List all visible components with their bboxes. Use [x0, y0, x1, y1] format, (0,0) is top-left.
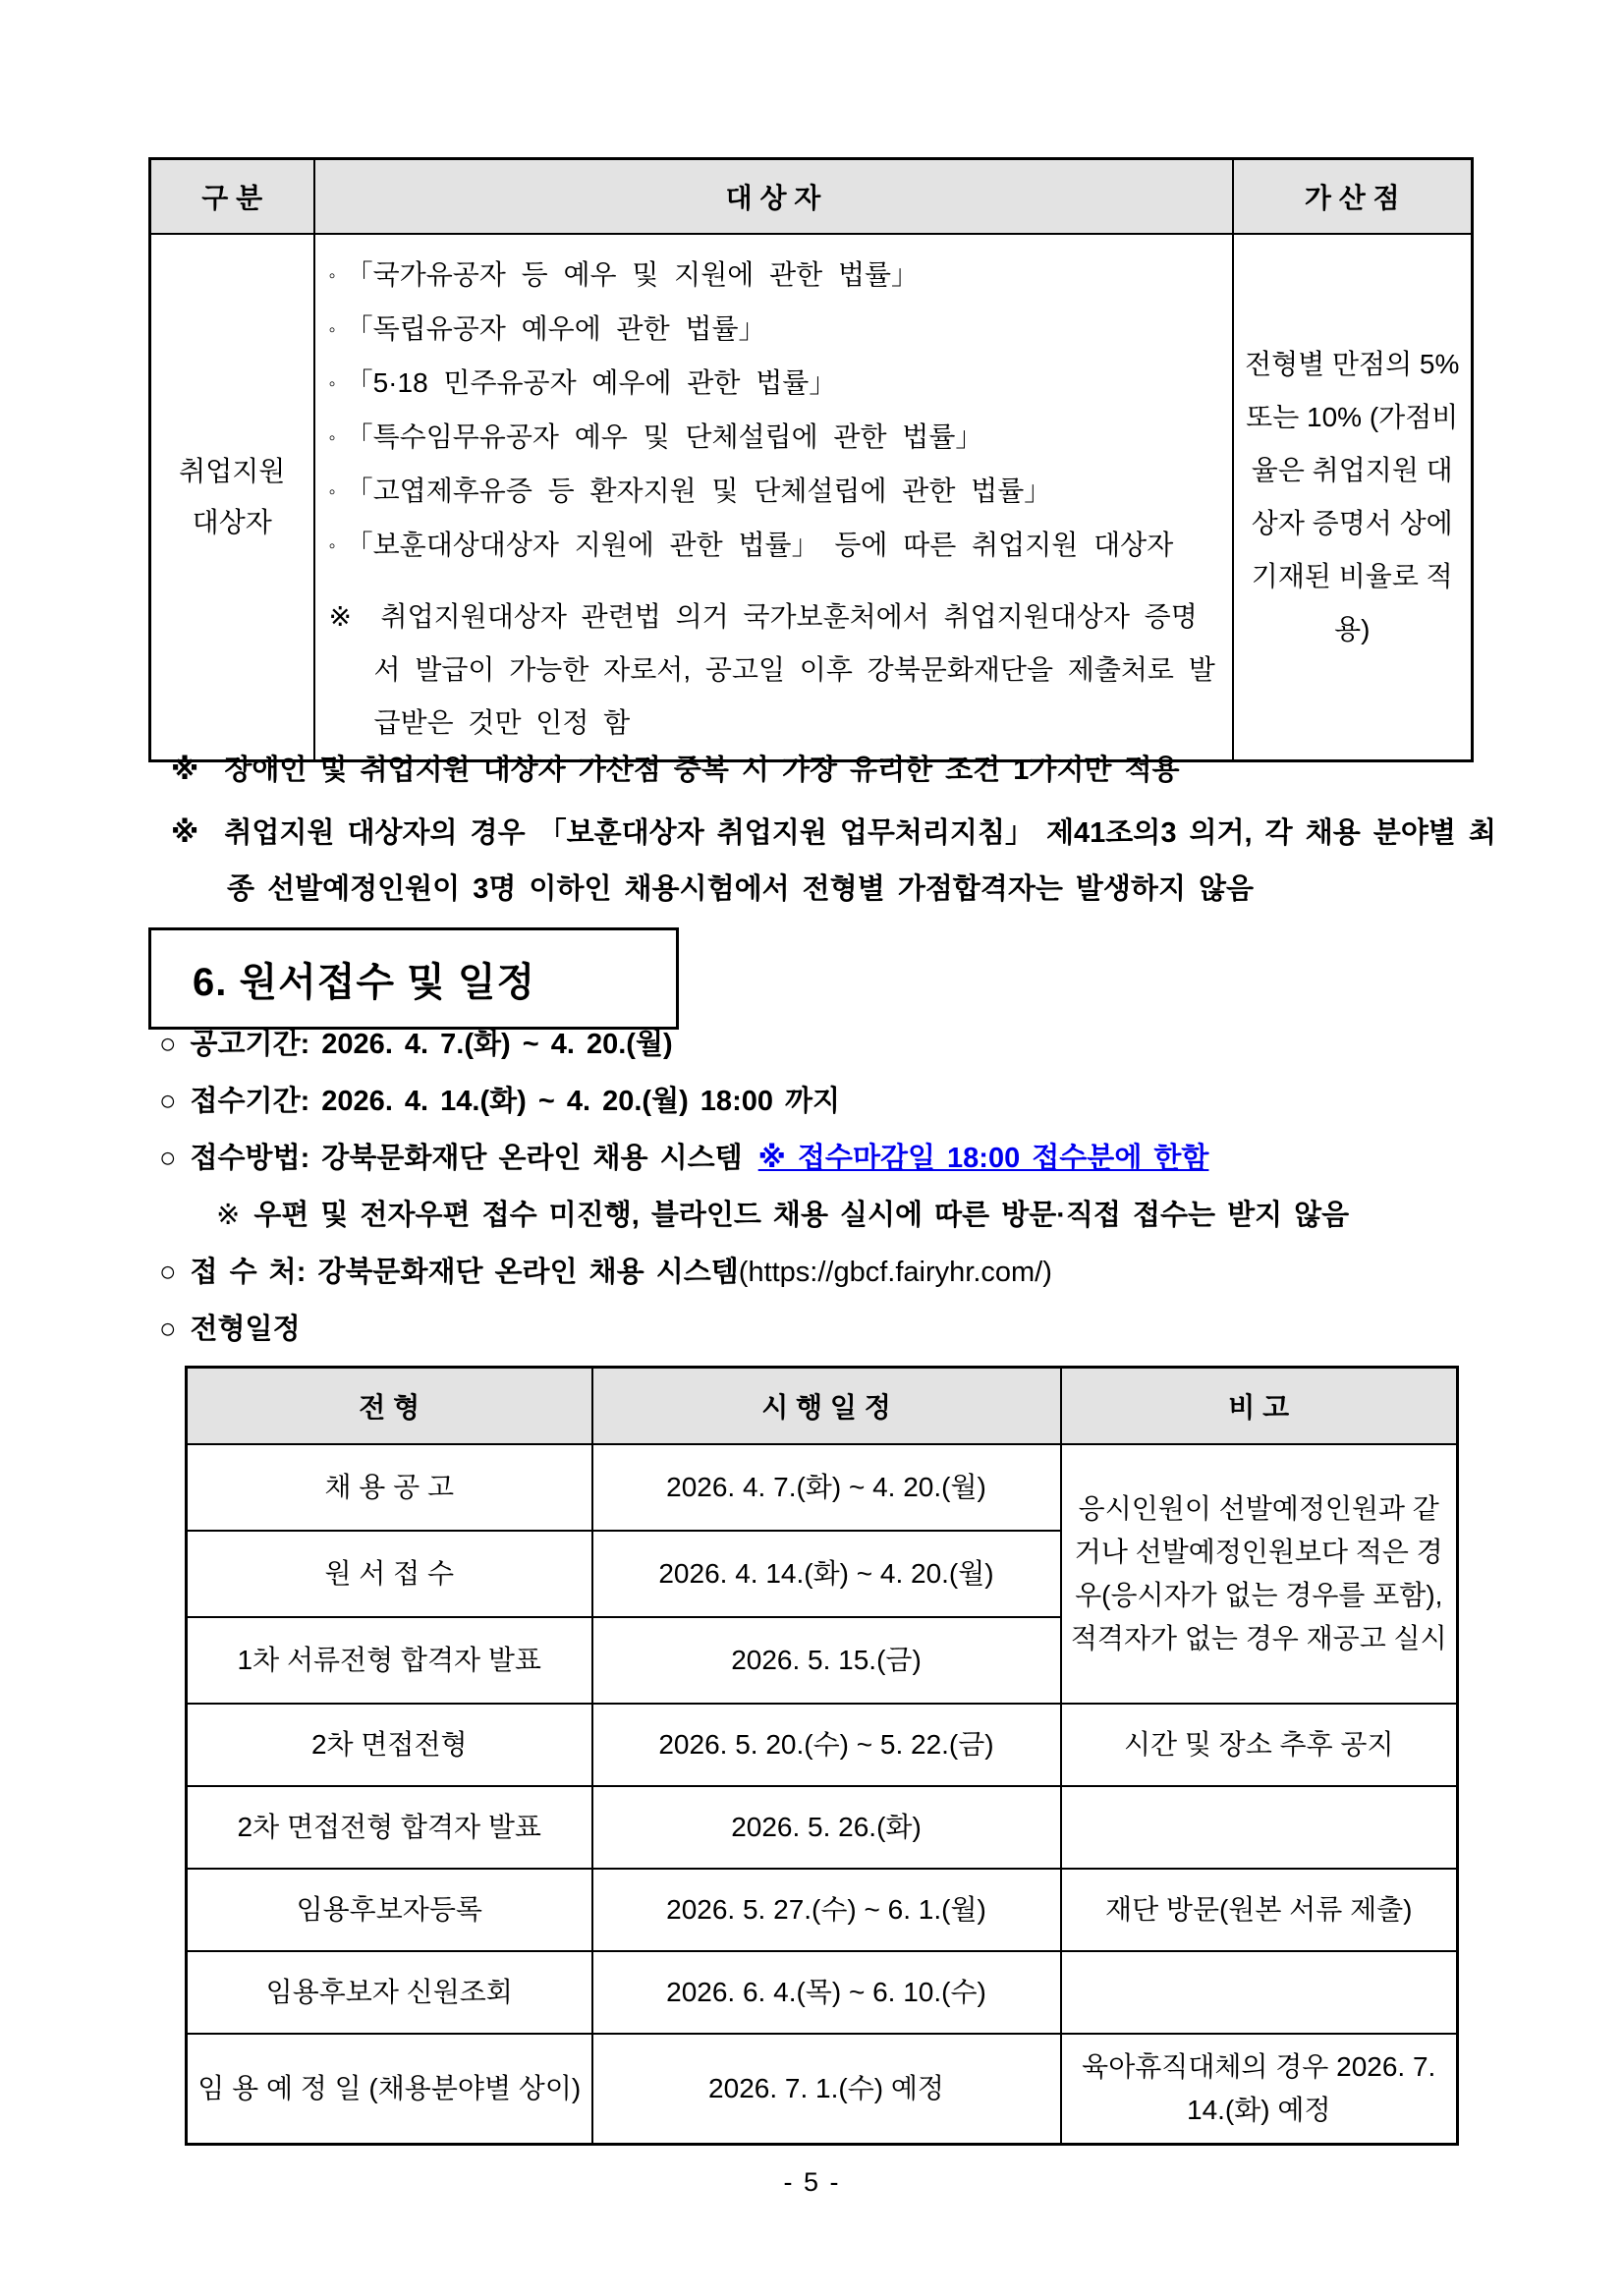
law-item: [329, 519, 1222, 573]
law-text: 「독립유공자 예우에 관한 법률」: [345, 313, 766, 344]
law-text: 「국가유공자 등 예우 및 지원에 관한 법률」: [345, 259, 920, 290]
schedule-remark-cell: [1061, 1951, 1458, 2034]
schedule-date-cell: 2026. 5. 26.(화): [592, 1786, 1061, 1869]
eligibility-bonus-cell: 전형별 만점의 5% 또는 10% (가점비율은 취업지원 대상자 증명서 상에 기재된 비율로 적용): [1233, 234, 1473, 761]
application-list: [159, 1016, 1535, 1358]
list-item-apply-method: [159, 1130, 1535, 1187]
law-text: 「고엽제후유증 등 환자지원 및 단체설립에 관한 법률」: [345, 476, 1052, 506]
schedule-header-stage: 전 형: [187, 1368, 592, 1445]
circle-marker-icon: ○: [159, 1143, 177, 1174]
law-item: [329, 357, 1222, 411]
page-number: - 5 -: [783, 2167, 841, 2197]
apply-url: (https://gbcf.fairyhr.com/): [738, 1257, 1052, 1288]
note-text: 취업지원 대상자의 경우 「보훈대상자 취업지원 업무처리지침」 제41조의3 의거, 각 채용 분야별 최종 선발예정인원이 3명 이하인 채용시험에서 전형별 가점합격자는 발생하지 않음: [224, 817, 1496, 905]
list-item-apply-period: [159, 1073, 1535, 1130]
eligibility-header-bonus: 가 산 점: [1233, 159, 1473, 235]
list-item-text: 우편 및 전자우편 접수 미진행, 블라인드 채용 실시에 따른 방문·직접 접수는 받지 않음: [253, 1200, 1350, 1231]
reference-mark-icon: ※: [171, 755, 199, 786]
schedule-remark-cell: [1061, 1786, 1458, 1869]
list-item-text: 접 수 처: 강북문화재단 온라인 채용 시스템: [190, 1257, 739, 1288]
list-item-text: 접수기간: 2026. 4. 14.(화) ~ 4. 20.(월) 18:00 까지: [190, 1086, 841, 1117]
circle-marker-icon: ○: [159, 1257, 177, 1288]
list-item-text: 전형일정: [190, 1314, 301, 1345]
list-item-text: 공고기간: 2026. 4. 7.(화) ~ 4. 20.(월): [190, 1029, 673, 1060]
circle-bullet-icon: ◦: [328, 319, 336, 341]
eligibility-body-row: [150, 234, 1473, 761]
schedule-stage-cell: 1차 서류전형 합격자 발표: [187, 1617, 592, 1704]
schedule-remark-cell: 육아휴직대체의 경우 2026. 7. 14.(화) 예정: [1061, 2034, 1458, 2144]
section-title-text: 6. 원서접수 및 일정: [193, 960, 536, 1004]
law-item: [329, 411, 1222, 465]
schedule-row: [187, 1951, 1458, 2034]
eligibility-table: [148, 157, 1474, 762]
reference-mark-icon: ※: [328, 601, 352, 632]
deadline-highlight: ※ 접수마감일 18:00 접수분에 한함: [757, 1143, 1209, 1174]
note-text: 장애인 및 취업지원 대상자 가산점 중복 시 가장 유리한 조건 1가지만 적용: [224, 755, 1180, 786]
list-item-text: 접수방법: 강북문화재단 온라인 채용 시스템: [190, 1143, 743, 1174]
eligibility-header-row: [150, 159, 1473, 235]
schedule-date-cell: 2026. 4. 14.(화) ~ 4. 20.(월): [592, 1531, 1061, 1617]
reference-mark-icon: ※: [216, 1200, 241, 1231]
schedule-header-row: [187, 1368, 1458, 1445]
schedule-header-date: 시 행 일 정: [592, 1368, 1061, 1445]
schedule-stage-cell: 채 용 공 고: [187, 1444, 592, 1531]
note-line: [171, 806, 1507, 918]
schedule-stage-cell: 원 서 접 수: [187, 1531, 592, 1617]
schedule-row: [187, 1704, 1458, 1786]
schedule-table: [185, 1366, 1459, 2146]
schedule-stage-cell: 임용후보자 신원조회: [187, 1951, 592, 2034]
schedule-date-cell: 2026. 7. 1.(수) 예정: [592, 2034, 1061, 2144]
schedule-date-cell: 2026. 4. 7.(화) ~ 4. 20.(월): [592, 1444, 1061, 1531]
law-text: 「특수임무유공자 예우 및 단체설립에 관한 법률」: [345, 421, 983, 452]
law-item: [329, 465, 1222, 519]
schedule-date-cell: 2026. 5. 27.(수) ~ 6. 1.(월): [592, 1869, 1061, 1951]
eligibility-target-cell: [314, 234, 1233, 761]
notes-block: [171, 743, 1507, 924]
schedule-stage-cell: 2차 면접전형: [187, 1704, 592, 1786]
schedule-row: [187, 1786, 1458, 1869]
law-item: [329, 249, 1222, 303]
schedule-remark-cell: 재단 방문(원본 서류 제출): [1061, 1869, 1458, 1951]
section-title: [148, 927, 679, 1030]
circle-bullet-icon: ◦: [328, 373, 336, 395]
schedule-date-cell: 2026. 5. 20.(수) ~ 5. 22.(금): [592, 1704, 1061, 1786]
law-text: 「5·18 민주유공자 예우에 관한 법률」: [345, 367, 837, 398]
eligibility-header-category: 구 분: [150, 159, 314, 235]
schedule-date-cell: 2026. 6. 4.(목) ~ 6. 10.(수): [592, 1951, 1061, 2034]
list-item-no-mail-note: [159, 1187, 1535, 1244]
list-item-notice-period: [159, 1016, 1535, 1073]
schedule-remark-merged-cell: 응시인원이 선발예정인원과 같거나 선발예정인원보다 적은 경우(응시자가 없는 경우를 포함), 적격자가 없는 경우 재공고 실시: [1061, 1444, 1458, 1704]
circle-bullet-icon: ◦: [328, 265, 336, 287]
eligibility-category-cell: 취업지원 대상자: [150, 234, 314, 761]
circle-marker-icon: ○: [159, 1314, 177, 1345]
schedule-stage-cell: 2차 면접전형 합격자 발표: [187, 1786, 592, 1869]
law-note-text: 취업지원대상자 관련법 의거 국가보훈처에서 취업지원대상자 증명서 발급이 가능한 자로서, 공고일 이후 강북문화재단을 제출처로 발급받은 것만 인정 함: [373, 601, 1215, 738]
circle-bullet-icon: ◦: [328, 427, 336, 449]
schedule-stage-cell: 임용후보자등록: [187, 1869, 592, 1951]
circle-marker-icon: ○: [159, 1029, 177, 1060]
reference-mark-icon: ※: [171, 817, 199, 849]
schedule-stage-cell: 임 용 예 정 일 (채용분야별 상이): [187, 2034, 592, 2144]
schedule-date-cell: 2026. 5. 15.(금): [592, 1617, 1061, 1704]
schedule-remark-cell: 시간 및 장소 추후 공지: [1061, 1704, 1458, 1786]
circle-marker-icon: ○: [159, 1086, 177, 1117]
law-item: [329, 303, 1222, 357]
circle-bullet-icon: ◦: [328, 481, 336, 503]
note-line: [171, 743, 1507, 799]
schedule-header-remark: 비 고: [1061, 1368, 1458, 1445]
schedule-row: [187, 1869, 1458, 1951]
list-item-schedule: [159, 1301, 1535, 1358]
list-item-apply-place: [159, 1244, 1535, 1301]
law-text: 「보훈대상대상자 지원에 관한 법률」 등에 따른 취업지원 대상자: [345, 530, 1174, 560]
eligibility-header-target: 대 상 자: [314, 159, 1233, 235]
schedule-row: [187, 2034, 1458, 2144]
law-note: [329, 590, 1222, 750]
circle-bullet-icon: ◦: [328, 535, 336, 557]
schedule-row: [187, 1444, 1458, 1531]
